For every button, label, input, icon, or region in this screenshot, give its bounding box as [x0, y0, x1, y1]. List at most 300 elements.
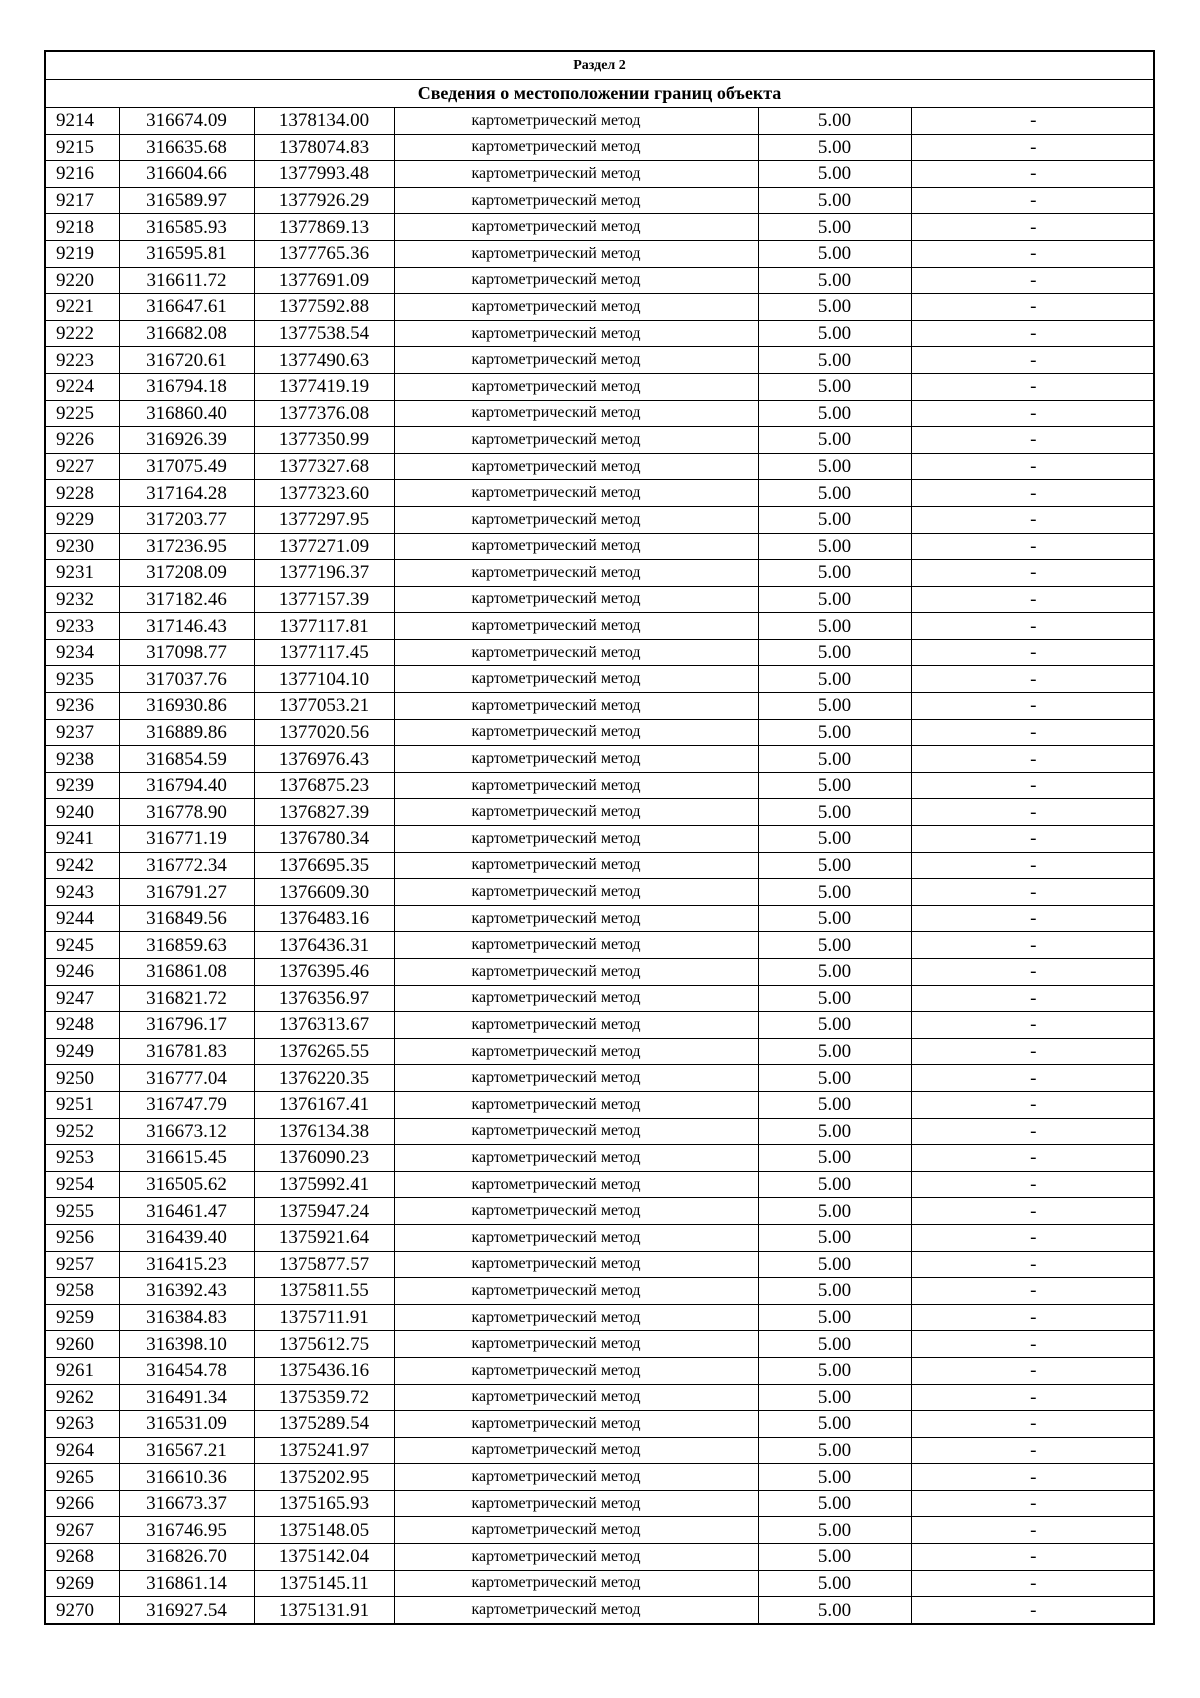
- accuracy-cell: 5.00: [758, 1331, 911, 1358]
- note-cell: -: [911, 240, 1155, 267]
- x-coordinate-cell: 317208.09: [119, 560, 254, 587]
- note-cell: -: [911, 1171, 1155, 1198]
- y-coordinate-cell: 1376695.35: [254, 852, 394, 879]
- point-number-cell: 9233: [46, 613, 119, 640]
- note-cell: -: [911, 1517, 1155, 1544]
- table-row: [46, 1411, 1155, 1438]
- y-coordinate-cell: 1377196.37: [254, 560, 394, 587]
- table-row: [46, 347, 1155, 374]
- accuracy-cell: 5.00: [758, 373, 911, 400]
- x-coordinate-cell: 316567.21: [119, 1437, 254, 1464]
- point-number-cell: 9249: [46, 1038, 119, 1065]
- y-coordinate-cell: 1376827.39: [254, 799, 394, 826]
- x-coordinate-cell: 316746.95: [119, 1517, 254, 1544]
- point-number-cell: 9239: [46, 772, 119, 799]
- method-cell: картометрический метод: [394, 108, 758, 134]
- accuracy-cell: 5.00: [758, 746, 911, 773]
- method-cell: картометрический метод: [394, 373, 758, 400]
- point-number-cell: 9247: [46, 985, 119, 1012]
- method-cell: картометрический метод: [394, 1517, 758, 1544]
- y-coordinate-cell: 1376483.16: [254, 905, 394, 932]
- accuracy-cell: 5.00: [758, 1091, 911, 1118]
- point-number-cell: 9245: [46, 932, 119, 959]
- x-coordinate-cell: 316589.97: [119, 187, 254, 214]
- note-cell: -: [911, 1198, 1155, 1225]
- x-coordinate-cell: 316778.90: [119, 799, 254, 826]
- y-coordinate-cell: 1378134.00: [254, 108, 394, 134]
- point-number-cell: 9241: [46, 826, 119, 853]
- note-cell: -: [911, 1357, 1155, 1384]
- y-coordinate-cell: 1376395.46: [254, 959, 394, 986]
- table-row: [46, 1251, 1155, 1278]
- x-coordinate-cell: 316615.45: [119, 1145, 254, 1172]
- note-cell: -: [911, 586, 1155, 613]
- accuracy-cell: 5.00: [758, 1224, 911, 1251]
- point-number-cell: 9224: [46, 373, 119, 400]
- table-row: [46, 1544, 1155, 1571]
- accuracy-cell: 5.00: [758, 347, 911, 374]
- accuracy-cell: 5.00: [758, 1198, 911, 1225]
- point-number-cell: 9261: [46, 1357, 119, 1384]
- accuracy-cell: 5.00: [758, 1517, 911, 1544]
- method-cell: картометрический метод: [394, 533, 758, 560]
- x-coordinate-cell: 316861.08: [119, 959, 254, 986]
- y-coordinate-cell: 1375436.16: [254, 1357, 394, 1384]
- note-cell: -: [911, 959, 1155, 986]
- x-coordinate-cell: 316673.37: [119, 1490, 254, 1517]
- method-cell: картометрический метод: [394, 294, 758, 321]
- table-row: [46, 879, 1155, 906]
- accuracy-cell: 5.00: [758, 1065, 911, 1092]
- accuracy-cell: 5.00: [758, 240, 911, 267]
- x-coordinate-cell: 317164.28: [119, 480, 254, 507]
- y-coordinate-cell: 1375612.75: [254, 1331, 394, 1358]
- table-row: [46, 985, 1155, 1012]
- table-row: [46, 1570, 1155, 1597]
- note-cell: -: [911, 639, 1155, 666]
- note-cell: -: [1030, 1599, 1037, 1621]
- method-cell: картометрический метод: [394, 400, 758, 427]
- x-coordinate-cell: 316861.14: [119, 1570, 254, 1597]
- y-coordinate-cell: 1377993.48: [254, 161, 394, 188]
- table-row: [46, 905, 1155, 932]
- method-cell: картометрический метод: [394, 1171, 758, 1198]
- accuracy-cell: 5.00: [758, 879, 911, 906]
- note-cell: -: [911, 1224, 1155, 1251]
- method-cell: картометрический метод: [394, 719, 758, 746]
- coordinates-table: [46, 108, 1155, 1623]
- x-coordinate-cell: 316635.68: [119, 134, 254, 161]
- x-coordinate-cell: 316595.81: [119, 240, 254, 267]
- note-cell: -: [911, 1544, 1155, 1571]
- y-coordinate-cell: 1375202.95: [254, 1464, 394, 1491]
- y-coordinate-cell: 1377926.29: [254, 187, 394, 214]
- note-cell: -: [911, 799, 1155, 826]
- y-coordinate-cell: 1377327.68: [254, 453, 394, 480]
- x-coordinate-cell: 316610.36: [119, 1464, 254, 1491]
- accuracy-cell: 5.00: [758, 1490, 911, 1517]
- point-number-cell: 9250: [46, 1065, 119, 1092]
- accuracy-cell: 5.00: [758, 214, 911, 241]
- point-number-cell: 9215: [46, 134, 119, 161]
- accuracy-cell: 5.00: [758, 1118, 911, 1145]
- table-row: [46, 1490, 1155, 1517]
- y-coordinate-cell: 1376356.97: [254, 985, 394, 1012]
- table-row: [46, 1357, 1155, 1384]
- note-cell: -: [911, 373, 1155, 400]
- table-row: [46, 613, 1155, 640]
- table-row: [46, 1597, 1155, 1623]
- note-cell: -: [911, 852, 1155, 879]
- method-cell: картометрический метод: [394, 320, 758, 347]
- x-coordinate-cell: 316384.83: [119, 1304, 254, 1331]
- method-cell: картометрический метод: [394, 826, 758, 853]
- boundary-table-sheet: [44, 50, 1155, 1625]
- method-cell: картометрический метод: [394, 693, 758, 720]
- y-coordinate-cell: 1376875.23: [254, 772, 394, 799]
- point-number-cell: 9236: [46, 693, 119, 720]
- table-row: [46, 1278, 1155, 1305]
- accuracy-cell: 5.00: [758, 560, 911, 587]
- accuracy-cell: 5.00: [758, 1171, 911, 1198]
- y-coordinate-cell: 1377157.39: [254, 586, 394, 613]
- x-coordinate-cell: 316720.61: [119, 347, 254, 374]
- table-row: [46, 1224, 1155, 1251]
- table-row: [46, 666, 1155, 693]
- y-coordinate-cell: 1377490.63: [254, 347, 394, 374]
- y-coordinate-cell: 1376265.55: [254, 1038, 394, 1065]
- method-cell: картометрический метод: [394, 1198, 758, 1225]
- table-row: [46, 772, 1155, 799]
- note-cell: -: [911, 161, 1155, 188]
- note-cell: -: [911, 214, 1155, 241]
- point-number-cell: 9232: [46, 586, 119, 613]
- method-cell: картометрический метод: [394, 427, 758, 454]
- accuracy-cell: 5.00: [758, 772, 911, 799]
- x-coordinate-cell: 317182.46: [119, 586, 254, 613]
- accuracy-cell: 5.00: [758, 294, 911, 321]
- y-coordinate-cell: 1375811.55: [254, 1278, 394, 1305]
- accuracy-cell: 5.00: [758, 959, 911, 986]
- note-cell: -: [911, 1437, 1155, 1464]
- table-row: [46, 1171, 1155, 1198]
- note-cell: -: [911, 1304, 1155, 1331]
- point-number-cell: 9257: [46, 1251, 119, 1278]
- y-coordinate-cell: 1377297.95: [254, 506, 394, 533]
- x-coordinate-cell: 316927.54: [119, 1597, 254, 1623]
- note-cell: -: [911, 453, 1155, 480]
- accuracy-cell: 5.00: [758, 613, 911, 640]
- x-coordinate-cell: 317236.95: [119, 533, 254, 560]
- x-coordinate-cell: 316674.09: [119, 108, 254, 134]
- x-coordinate-cell: 316930.86: [119, 693, 254, 720]
- method-cell: картометрический метод: [394, 746, 758, 773]
- point-number-cell: 9268: [46, 1544, 119, 1571]
- note-cell: -: [911, 1384, 1155, 1411]
- accuracy-cell: 5.00: [758, 108, 911, 134]
- y-coordinate-cell: 1375131.91: [254, 1597, 394, 1623]
- note-cell: -: [911, 1251, 1155, 1278]
- table-row: [46, 1038, 1155, 1065]
- table-row: [46, 267, 1155, 294]
- y-coordinate-cell: 1377376.08: [254, 400, 394, 427]
- method-cell: картометрический метод: [394, 1091, 758, 1118]
- y-coordinate-cell: 1375148.05: [254, 1517, 394, 1544]
- table-row: [46, 453, 1155, 480]
- y-coordinate-cell: 1377053.21: [254, 693, 394, 720]
- x-coordinate-cell: 316777.04: [119, 1065, 254, 1092]
- method-cell: картометрический метод: [394, 1411, 758, 1438]
- table-row: [46, 427, 1155, 454]
- table-row: [46, 134, 1155, 161]
- y-coordinate-cell: 1376976.43: [254, 746, 394, 773]
- table-row: [46, 1198, 1155, 1225]
- y-coordinate-cell: 1376220.35: [254, 1065, 394, 1092]
- accuracy-cell: 5.00: [758, 480, 911, 507]
- note-cell: -: [911, 108, 1155, 134]
- method-cell: картометрический метод: [394, 1490, 758, 1517]
- point-number-cell: 9218: [46, 214, 119, 241]
- table-row: [46, 320, 1155, 347]
- table-row: [46, 1464, 1155, 1491]
- method-cell: картометрический метод: [394, 985, 758, 1012]
- accuracy-cell: 5.00: [758, 161, 911, 188]
- y-coordinate-cell: 1376134.38: [254, 1118, 394, 1145]
- point-number-cell: 9217: [46, 187, 119, 214]
- x-coordinate-cell: 316860.40: [119, 400, 254, 427]
- note-cell: -: [911, 1012, 1155, 1039]
- coordinates-table-body: [46, 108, 1155, 1623]
- x-coordinate-cell: 316461.47: [119, 1198, 254, 1225]
- point-number-cell: 9254: [46, 1171, 119, 1198]
- point-number-cell: 9237: [46, 719, 119, 746]
- note-cell: -: [911, 1411, 1155, 1438]
- method-cell: картометрический метод: [394, 1145, 758, 1172]
- y-coordinate-cell: 1377020.56: [254, 719, 394, 746]
- table-row: [46, 852, 1155, 879]
- note-cell: -: [911, 879, 1155, 906]
- note-cell: -: [911, 719, 1155, 746]
- point-number-cell: 9225: [46, 400, 119, 427]
- note-cell: -: [911, 294, 1155, 321]
- accuracy-cell: 5.00: [758, 932, 911, 959]
- table-row: [46, 799, 1155, 826]
- x-coordinate-cell: 316889.86: [119, 719, 254, 746]
- accuracy-cell: 5.00: [758, 985, 911, 1012]
- method-cell: картометрический метод: [394, 1224, 758, 1251]
- note-cell: -: [911, 932, 1155, 959]
- section-label: Раздел 2: [46, 52, 1153, 80]
- y-coordinate-cell: 1375947.24: [254, 1198, 394, 1225]
- point-number-cell: 9246: [46, 959, 119, 986]
- y-coordinate-cell: 1375711.91: [254, 1304, 394, 1331]
- point-number-cell: 9214: [46, 108, 119, 134]
- table-row: [46, 1091, 1155, 1118]
- method-cell: картометрический метод: [394, 560, 758, 587]
- accuracy-cell: 5.00: [758, 1384, 911, 1411]
- method-cell: картометрический метод: [394, 1251, 758, 1278]
- y-coordinate-cell: 1375921.64: [254, 1224, 394, 1251]
- point-number-cell: 9248: [46, 1012, 119, 1039]
- y-coordinate-cell: 1375142.04: [254, 1544, 394, 1571]
- table-row: [46, 480, 1155, 507]
- y-coordinate-cell: 1376167.41: [254, 1091, 394, 1118]
- accuracy-cell: 5.00: [758, 719, 911, 746]
- x-coordinate-cell: 316821.72: [119, 985, 254, 1012]
- note-cell: -: [911, 134, 1155, 161]
- note-cell: -: [911, 506, 1155, 533]
- y-coordinate-cell: 1375289.54: [254, 1411, 394, 1438]
- y-coordinate-cell: 1376780.34: [254, 826, 394, 853]
- point-number-cell: 9259: [46, 1304, 119, 1331]
- accuracy-cell: 5.00: [758, 1411, 911, 1438]
- y-coordinate-cell: 1375992.41: [254, 1171, 394, 1198]
- table-title: Сведения о местоположении границ объекта: [46, 80, 1153, 108]
- point-number-cell: 9263: [46, 1411, 119, 1438]
- table-row: [46, 1304, 1155, 1331]
- x-coordinate-cell: 317075.49: [119, 453, 254, 480]
- method-cell: картометрический метод: [394, 1570, 758, 1597]
- point-number-cell: 9234: [46, 639, 119, 666]
- method-cell: картометрический метод: [394, 187, 758, 214]
- accuracy-cell: 5.00: [758, 533, 911, 560]
- point-number-cell: 9220: [46, 267, 119, 294]
- point-number-cell: 9267: [46, 1517, 119, 1544]
- y-coordinate-cell: 1377271.09: [254, 533, 394, 560]
- method-cell: картометрический метод: [394, 1278, 758, 1305]
- note-cell: -: [911, 693, 1155, 720]
- y-coordinate-cell: 1377691.09: [254, 267, 394, 294]
- method-cell: картометрический метод: [394, 852, 758, 879]
- method-cell: картометрический метод: [394, 240, 758, 267]
- method-cell: картометрический метод: [394, 1597, 758, 1623]
- note-cell: -: [911, 1038, 1155, 1065]
- accuracy-cell: 5.00: [758, 852, 911, 879]
- x-coordinate-cell: 316771.19: [119, 826, 254, 853]
- accuracy-cell: 5.00: [758, 427, 911, 454]
- y-coordinate-cell: 1377323.60: [254, 480, 394, 507]
- method-cell: картометрический метод: [394, 772, 758, 799]
- y-coordinate-cell: 1375241.97: [254, 1437, 394, 1464]
- table-row: [46, 533, 1155, 560]
- y-coordinate-cell: 1376436.31: [254, 932, 394, 959]
- note-cell: -: [911, 666, 1155, 693]
- accuracy-cell: 5.00: [758, 1145, 911, 1172]
- x-coordinate-cell: 316791.27: [119, 879, 254, 906]
- y-coordinate-cell: 1378074.83: [254, 134, 394, 161]
- x-coordinate-cell: 316415.23: [119, 1251, 254, 1278]
- x-coordinate-cell: 316611.72: [119, 267, 254, 294]
- method-cell: картометрический метод: [394, 267, 758, 294]
- accuracy-cell: 5.00: [758, 586, 911, 613]
- table-row: [46, 1331, 1155, 1358]
- accuracy-cell: 5.00: [758, 506, 911, 533]
- y-coordinate-cell: 1377117.45: [254, 639, 394, 666]
- x-coordinate-cell: 316794.18: [119, 373, 254, 400]
- table-row: [46, 1065, 1155, 1092]
- note-cell: -: [911, 533, 1155, 560]
- x-coordinate-cell: 316859.63: [119, 932, 254, 959]
- accuracy-cell: 5.00: [758, 905, 911, 932]
- y-coordinate-cell: 1377869.13: [254, 214, 394, 241]
- note-cell: -: [911, 400, 1155, 427]
- table-row: [46, 214, 1155, 241]
- method-cell: картометрический метод: [394, 1065, 758, 1092]
- accuracy-cell: 5.00: [758, 320, 911, 347]
- point-number-cell: 9258: [46, 1278, 119, 1305]
- point-number-cell: 9244: [46, 905, 119, 932]
- table-row: [46, 959, 1155, 986]
- method-cell: картометрический метод: [394, 586, 758, 613]
- table-row: [46, 240, 1155, 267]
- y-coordinate-cell: 1376090.23: [254, 1145, 394, 1172]
- y-coordinate-cell: 1376313.67: [254, 1012, 394, 1039]
- x-coordinate-cell: 316926.39: [119, 427, 254, 454]
- accuracy-cell: 5.00: [758, 134, 911, 161]
- note-cell: -: [911, 1278, 1155, 1305]
- table-row: [46, 560, 1155, 587]
- note-cell: -: [911, 1570, 1155, 1597]
- note-cell: -: [911, 1331, 1155, 1358]
- point-number-cell: 9231: [46, 560, 119, 587]
- accuracy-cell: 5.00: [758, 639, 911, 666]
- table-row: [46, 719, 1155, 746]
- note-cell: -: [911, 427, 1155, 454]
- table-row: [46, 161, 1155, 188]
- x-coordinate-cell: 316849.56: [119, 905, 254, 932]
- accuracy-cell: 5.00: [758, 1597, 911, 1623]
- method-cell: картометрический метод: [394, 879, 758, 906]
- point-number-cell: 9223: [46, 347, 119, 374]
- accuracy-cell: 5.00: [758, 693, 911, 720]
- point-number-cell: 9235: [46, 666, 119, 693]
- point-number-cell: 9227: [46, 453, 119, 480]
- point-number-cell: 9260: [46, 1331, 119, 1358]
- table-row: [46, 826, 1155, 853]
- table-row: [46, 1118, 1155, 1145]
- x-coordinate-cell: 316392.43: [119, 1278, 254, 1305]
- point-number-cell: 9269: [46, 1570, 119, 1597]
- x-coordinate-cell: 316854.59: [119, 746, 254, 773]
- x-coordinate-cell: 316398.10: [119, 1331, 254, 1358]
- note-cell: -: [911, 772, 1155, 799]
- note-cell: -: [911, 1065, 1155, 1092]
- point-number-cell: 9242: [46, 852, 119, 879]
- method-cell: картометрический метод: [394, 959, 758, 986]
- x-coordinate-cell: 316796.17: [119, 1012, 254, 1039]
- point-number-cell: 9262: [46, 1384, 119, 1411]
- point-number-cell: 9251: [46, 1091, 119, 1118]
- table-row: [46, 1145, 1155, 1172]
- point-number-cell: 9265: [46, 1464, 119, 1491]
- accuracy-cell: 5.00: [758, 267, 911, 294]
- table-row: [46, 586, 1155, 613]
- y-coordinate-cell: 1375145.11: [254, 1570, 394, 1597]
- accuracy-cell: 5.00: [758, 666, 911, 693]
- x-coordinate-cell: 317203.77: [119, 506, 254, 533]
- x-coordinate-cell: 317098.77: [119, 639, 254, 666]
- method-cell: картометрический метод: [394, 161, 758, 188]
- point-number-cell: 9221: [46, 294, 119, 321]
- accuracy-cell: 5.00: [758, 1038, 911, 1065]
- table-row: [46, 187, 1155, 214]
- y-coordinate-cell: 1375877.57: [254, 1251, 394, 1278]
- point-number-cell: 9253: [46, 1145, 119, 1172]
- note-cell: -: [911, 613, 1155, 640]
- point-number-cell: 9266: [46, 1490, 119, 1517]
- accuracy-cell: 5.00: [758, 453, 911, 480]
- method-cell: картометрический метод: [394, 1357, 758, 1384]
